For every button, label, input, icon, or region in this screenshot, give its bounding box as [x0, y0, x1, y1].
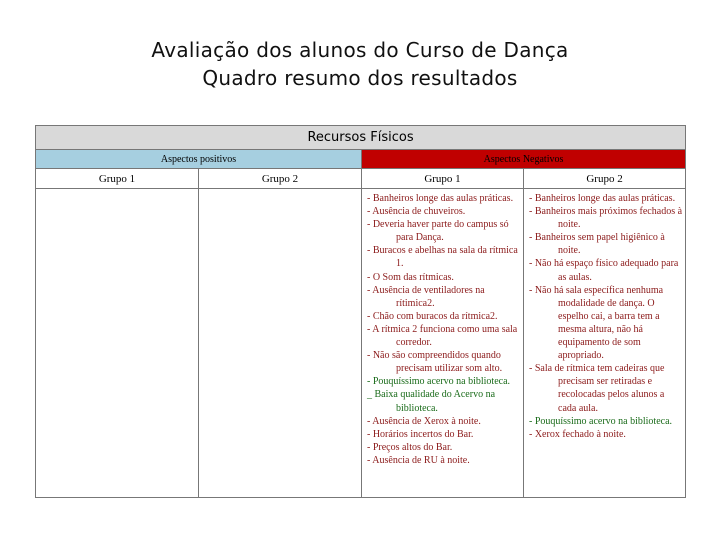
negative-group2-list — [524, 189, 685, 441]
page-title: Avaliação dos alunos do Curso de Dança — [151, 38, 569, 62]
negative-group1-list — [362, 189, 523, 467]
list-item: _ Baixa qualidade do Acervo na biblioteca. — [367, 389, 496, 414]
list-item: - Ausência de ventiladores na rítimica2. — [367, 284, 485, 309]
group-header-negative-2: Grupo 2 — [524, 169, 686, 189]
list-item: - Banheiros longe das aulas práticas. — [367, 193, 514, 204]
list-item: - Xerox fechado à noite. — [529, 428, 626, 440]
group-header-positive-1: Grupo 1 — [36, 169, 199, 189]
list-item: - Ausência de chuveiros. — [367, 206, 466, 218]
list-item: - O Som das rítmicas. — [367, 271, 454, 283]
list-item: - Preços altos do Bar. — [367, 441, 453, 453]
list-item: - Horários incertos do Bar. — [367, 428, 474, 440]
group-header-positive-2: Grupo 2 — [199, 169, 362, 189]
list-item: - Não há sala específica nenhuma modalidade de dança. O espelho cai, a barra tem a mesma altura, não há equipamento de som apropriado. — [529, 284, 664, 362]
group-header-negative-1: Grupo 1 — [362, 169, 524, 189]
list-item: - Pouquíssimo acervo na biblioteca. — [529, 415, 673, 427]
positive-group1-cell — [36, 189, 199, 498]
list-item: - A rítmica 2 funciona como uma sala corredor. — [367, 323, 518, 349]
list-item: - Não há espaço físico adequado para as aulas. — [529, 258, 679, 283]
negative-group2-cell — [524, 189, 686, 498]
list-item: - Buracos e abelhas na sala da rítmica 1. — [367, 245, 518, 270]
positive-aspects-header: Aspectos positivos — [36, 150, 362, 169]
list-item: - Banheiros sem papel higiênico à noite. — [529, 232, 665, 257]
page-subtitle: Quadro resumo dos resultados — [202, 66, 518, 90]
table-header: Recursos Físicos — [36, 126, 686, 150]
list-item: - Ausência de Xerox à noite. — [367, 415, 481, 427]
negative-group1-cell — [362, 189, 524, 498]
list-item: - Banheiros mais próximos fechados à noite. — [529, 206, 683, 231]
list-item: - Não são compreendidos quando precisam utilizar som alto. — [367, 350, 503, 375]
list-item: - Sala de rítmica tem cadeiras que precisam ser retiradas e recolocadas pelos alunos a cada aula. — [529, 363, 665, 414]
results-table — [35, 125, 686, 498]
negative-aspects-header: Aspectos Negativos — [362, 150, 686, 169]
positive-group2-cell — [199, 189, 362, 498]
list-item: - Pouquíssimo acervo na biblioteca. — [367, 376, 511, 388]
list-item: - Ausência de RU à noite. — [367, 454, 470, 466]
list-item: - Deveria haver parte do campus só para Dança. — [367, 219, 509, 244]
list-item: - Chão com buracos da rítmica2. — [367, 310, 498, 322]
list-item: - Banheiros longe das aulas práticas. — [529, 193, 676, 204]
